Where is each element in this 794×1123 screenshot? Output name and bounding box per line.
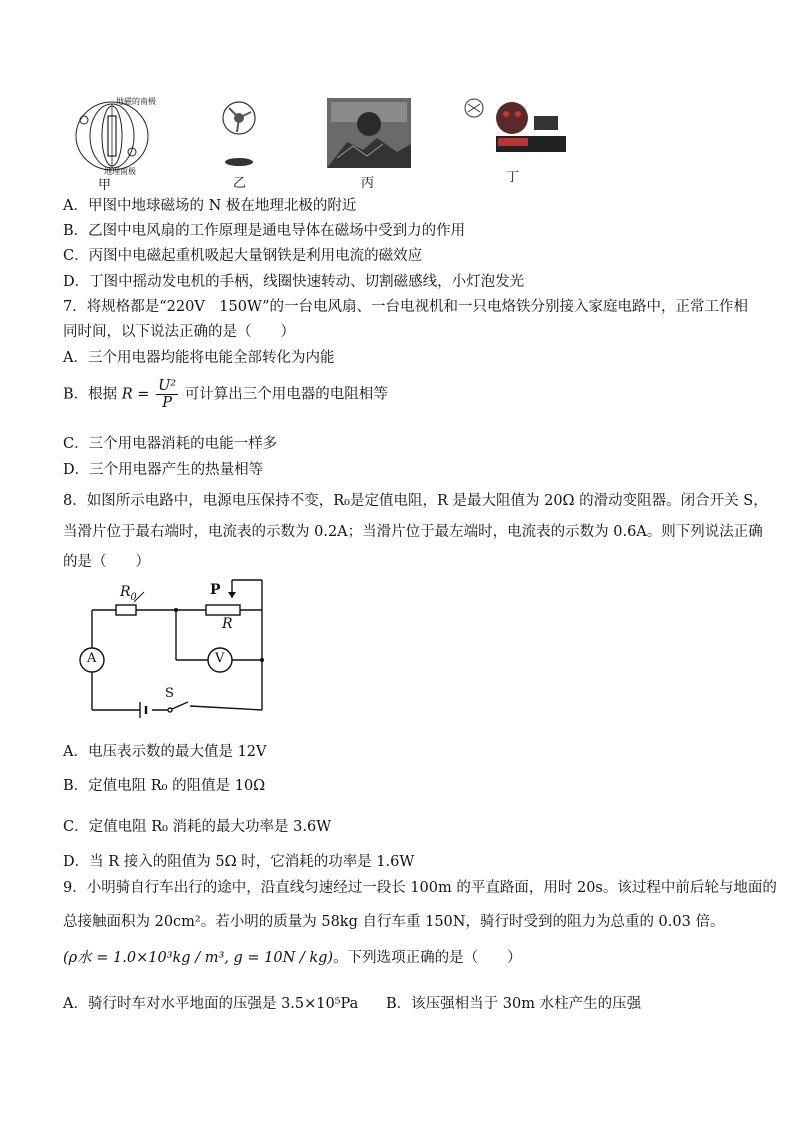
earth-magnetic-field-diagram — [70, 96, 158, 174]
figure-bing — [327, 98, 411, 191]
switch-label: S — [165, 686, 174, 701]
q6-option-d: D．丁图中摇动发电机的手柄，线圈快速转动、切割磁感线，小灯泡发光 — [63, 274, 525, 290]
ammeter-label: A — [87, 651, 97, 666]
q8-option-c: C．定值电阻 R₀ 消耗的最大功率是 3.6W — [63, 819, 332, 835]
q7-formula-fraction — [156, 378, 178, 411]
q9-constants-formula: (ρ水 = 1.0×10³kg / m³, g = 10N / kg) — [63, 950, 334, 966]
q6-option-a: A．甲图中地球磁场的 N 极在地理北极的附近 — [63, 198, 357, 214]
q7-option-b-prefix: B．根据 — [63, 386, 118, 403]
figure-jia-label: 甲 — [98, 178, 112, 193]
q7-formula-lhs: R = — [121, 386, 150, 403]
hand-generator-image — [462, 96, 572, 160]
voltmeter-label: V — [215, 651, 225, 666]
q7-stem-line1: 7．将规格都是“220V 150W”的一台电风扇、一台电视机和一只电烙铁分别接入家庭电路中，正常工作相 — [63, 299, 749, 315]
q7-formula-denominator: P — [162, 395, 172, 411]
circuit-diagram — [72, 578, 272, 718]
figure-jia-top-label: 地磁的南极 — [116, 97, 156, 106]
q7-option-a: A．三个用电器均能将电能全部转化为内能 — [63, 350, 335, 366]
q9-stem-line3-suffix: 。下列选项正确的是（ ） — [333, 950, 522, 966]
circuit-r0-letter: R — [120, 584, 131, 600]
q9-stem-line2: 总接触面积为 20cm²。若小明的质量为 58kg 自行车重 150N，骑行时受到的阻力为总重的 0.03 倍。 — [63, 914, 725, 930]
figure-jia-bottom-label: 地理南极 — [104, 167, 136, 176]
electromagnetic-crane-image — [327, 98, 411, 168]
circuit-label-p: P — [210, 582, 221, 598]
figure-bing-label: 丙 — [361, 176, 375, 191]
figure-yi-label: 乙 — [233, 176, 247, 191]
q7-formula-numerator: U² — [158, 378, 177, 394]
q9-stem-line3 — [63, 946, 522, 967]
q7-option-b-suffix: 可计算出三个用电器的电阻相等 — [184, 386, 388, 403]
q7-option-d: D．三个用电器产生的热量相等 — [63, 462, 264, 478]
q7-stem-line2: 同时间，以下说法正确的是（ ） — [63, 324, 295, 340]
q8-stem-line1: 8．如图所示电路中，电源电压保持不变，R₀是定值电阻，R 是最大阻值为 20Ω 的滑动变阻器。闭合开关 S， — [63, 493, 768, 509]
q8-option-d: D．当 R 接入的阻值为 5Ω 时，它消耗的功率是 1.6W — [63, 854, 415, 870]
figure-ding-label: 丁 — [506, 170, 520, 185]
q8-stem-line3: 的是（ ） — [63, 554, 150, 570]
q6-option-c: C．丙图中电磁起重机吸起大量钢铁是利用电流的磁效应 — [63, 248, 423, 264]
figure-yi — [215, 96, 275, 191]
q9-option-b: B．该压强相当于 30m 水柱产生的压强 — [386, 996, 642, 1012]
circuit-label-r0 — [120, 584, 137, 603]
figure-jia — [70, 96, 158, 193]
q8-option-b: B．定值电阻 R₀ 的阻值是 10Ω — [63, 778, 266, 794]
q9-stem-line1: 9．小明骑自行车出行的途中，沿直线匀速经过一段长 100m 的平直路面，用时 20s。该过程中前后轮与地面的 — [63, 880, 777, 896]
figure-ding — [462, 96, 572, 188]
q8-option-a: A．电压表示数的最大值是 12V — [63, 744, 267, 760]
circuit-r0-subscript: 0 — [130, 591, 137, 603]
q6-option-b: B．乙图中电风扇的工作原理是通电导体在磁场中受到力的作用 — [63, 223, 466, 239]
q8-stem-line2: 当滑片位于最右端时，电流表的示数为 0.2A；当滑片位于最左端时，电流表的示数为 0.6A。则下列说法正确 — [63, 524, 763, 540]
electric-fan-image — [215, 96, 275, 172]
q7-option-b — [63, 378, 388, 411]
q7-option-c: C．三个用电器消耗的电能一样多 — [63, 436, 278, 452]
circuit-label-r: R — [222, 616, 233, 632]
q9-option-a: A．骑行时车对水平地面的压强是 3.5×10⁵Pa — [63, 996, 359, 1012]
